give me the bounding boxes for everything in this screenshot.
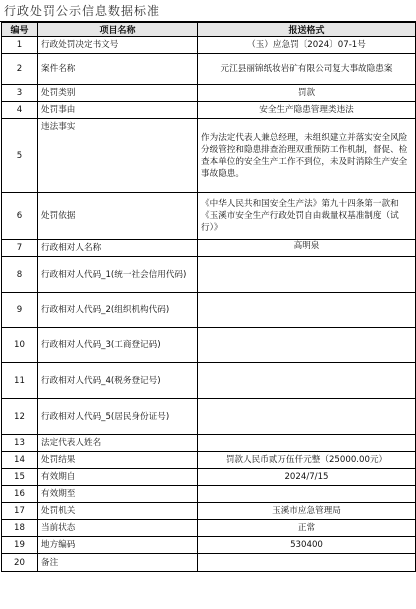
header-item-name: 项目名称 [38,23,198,37]
row-num: 20 [2,554,38,572]
row-value [198,328,416,363]
table-row [2,363,416,399]
row-name: 行政相对人名称 [38,240,198,257]
row-value [198,399,416,435]
row-num: 16 [2,486,38,503]
row-num: 13 [2,435,38,452]
row-value [198,554,416,572]
table-row [2,102,416,119]
row-value: 安全生产隐患管理类违法 [198,102,416,119]
row-name: 有效期至 [38,486,198,503]
table-row [2,435,416,452]
table-row [2,293,416,328]
row-value [198,435,416,452]
row-num: 5 [2,119,38,193]
row-value [198,363,416,399]
table-row [2,37,416,54]
row-name: 案件名称 [38,54,198,85]
row-name: 当前状态 [38,520,198,537]
row-value: 高明泉 [198,240,416,257]
row-name: 行政相对人代码_3(工商登记码) [38,328,198,363]
row-num: 8 [2,257,38,293]
row-name: 处罚结果 [38,452,198,469]
row-value: （玉）应急罚〔2024〕07-1号 [198,37,416,54]
table-row [2,85,416,102]
table-row [2,119,416,193]
table-row [2,503,416,520]
row-value [198,257,416,293]
row-value: 元江县丽锦纸妆岩矿有限公司复大事故隐患案 [198,54,416,85]
header-num: 编号 [2,23,38,37]
row-name: 行政相对人代码_2(组织机构代码) [38,293,198,328]
table-header-row [2,23,416,37]
row-num: 11 [2,363,38,399]
row-name: 处罚依据 [38,193,198,240]
row-num: 1 [2,37,38,54]
row-name: 行政处罚决定书文号 [38,37,198,54]
row-name: 处罚事由 [38,102,198,119]
row-value [198,293,416,328]
row-num: 14 [2,452,38,469]
row-value: 正常 [198,520,416,537]
data-standard-table [1,22,416,572]
table-row [2,54,416,85]
table-row [2,537,416,554]
row-num: 6 [2,193,38,240]
row-num: 10 [2,328,38,363]
row-value: 罚款人民币贰万伍仟元整（25000.00元） [198,452,416,469]
header-format: 报送格式 [198,23,416,37]
row-num: 17 [2,503,38,520]
row-num: 19 [2,537,38,554]
row-name: 行政相对人代码_5(居民身份证号) [38,399,198,435]
row-name: 有效期自 [38,469,198,486]
row-num: 12 [2,399,38,435]
table-row [2,486,416,503]
row-value: 罚款 [198,85,416,102]
table-row [2,554,416,572]
row-num: 3 [2,85,38,102]
row-num: 18 [2,520,38,537]
row-name: 行政相对人代码_4(税务登记号) [38,363,198,399]
row-num: 4 [2,102,38,119]
row-name: 违法事实 [38,119,198,193]
row-num: 15 [2,469,38,486]
table-row [2,520,416,537]
row-value: 作为法定代表人兼总经理，未组织建立并落实安全风险分级管控和隐患排查治理双重预防工作机制，督促、检查本单位的安全生产工作不到位，未及时消除生产安全事故隐患。 [198,119,416,193]
table-row [2,452,416,469]
row-name: 处罚类别 [38,85,198,102]
table-row [2,193,416,240]
row-name: 行政相对人代码_1(统一社会信用代码) [38,257,198,293]
row-num: 9 [2,293,38,328]
page-title: 行政处罚公示信息数据标准 [0,0,416,22]
row-name: 备注 [38,554,198,572]
row-value [198,486,416,503]
row-value: 530400 [198,537,416,554]
row-value: 2024/7/15 [198,469,416,486]
table-row [2,328,416,363]
row-value: 《中华人民共和国安全生产法》第九十四条第一款和《玉溪市安全生产行政处罚自由裁量权基准制度（试行）》 [198,193,416,240]
table-row [2,399,416,435]
table-row [2,469,416,486]
table-row [2,240,416,257]
table-row [2,257,416,293]
row-num: 7 [2,240,38,257]
row-value: 玉溪市应急管理局 [198,503,416,520]
row-name: 地方编码 [38,537,198,554]
row-name: 处罚机关 [38,503,198,520]
row-name: 法定代表人姓名 [38,435,198,452]
row-num: 2 [2,54,38,85]
